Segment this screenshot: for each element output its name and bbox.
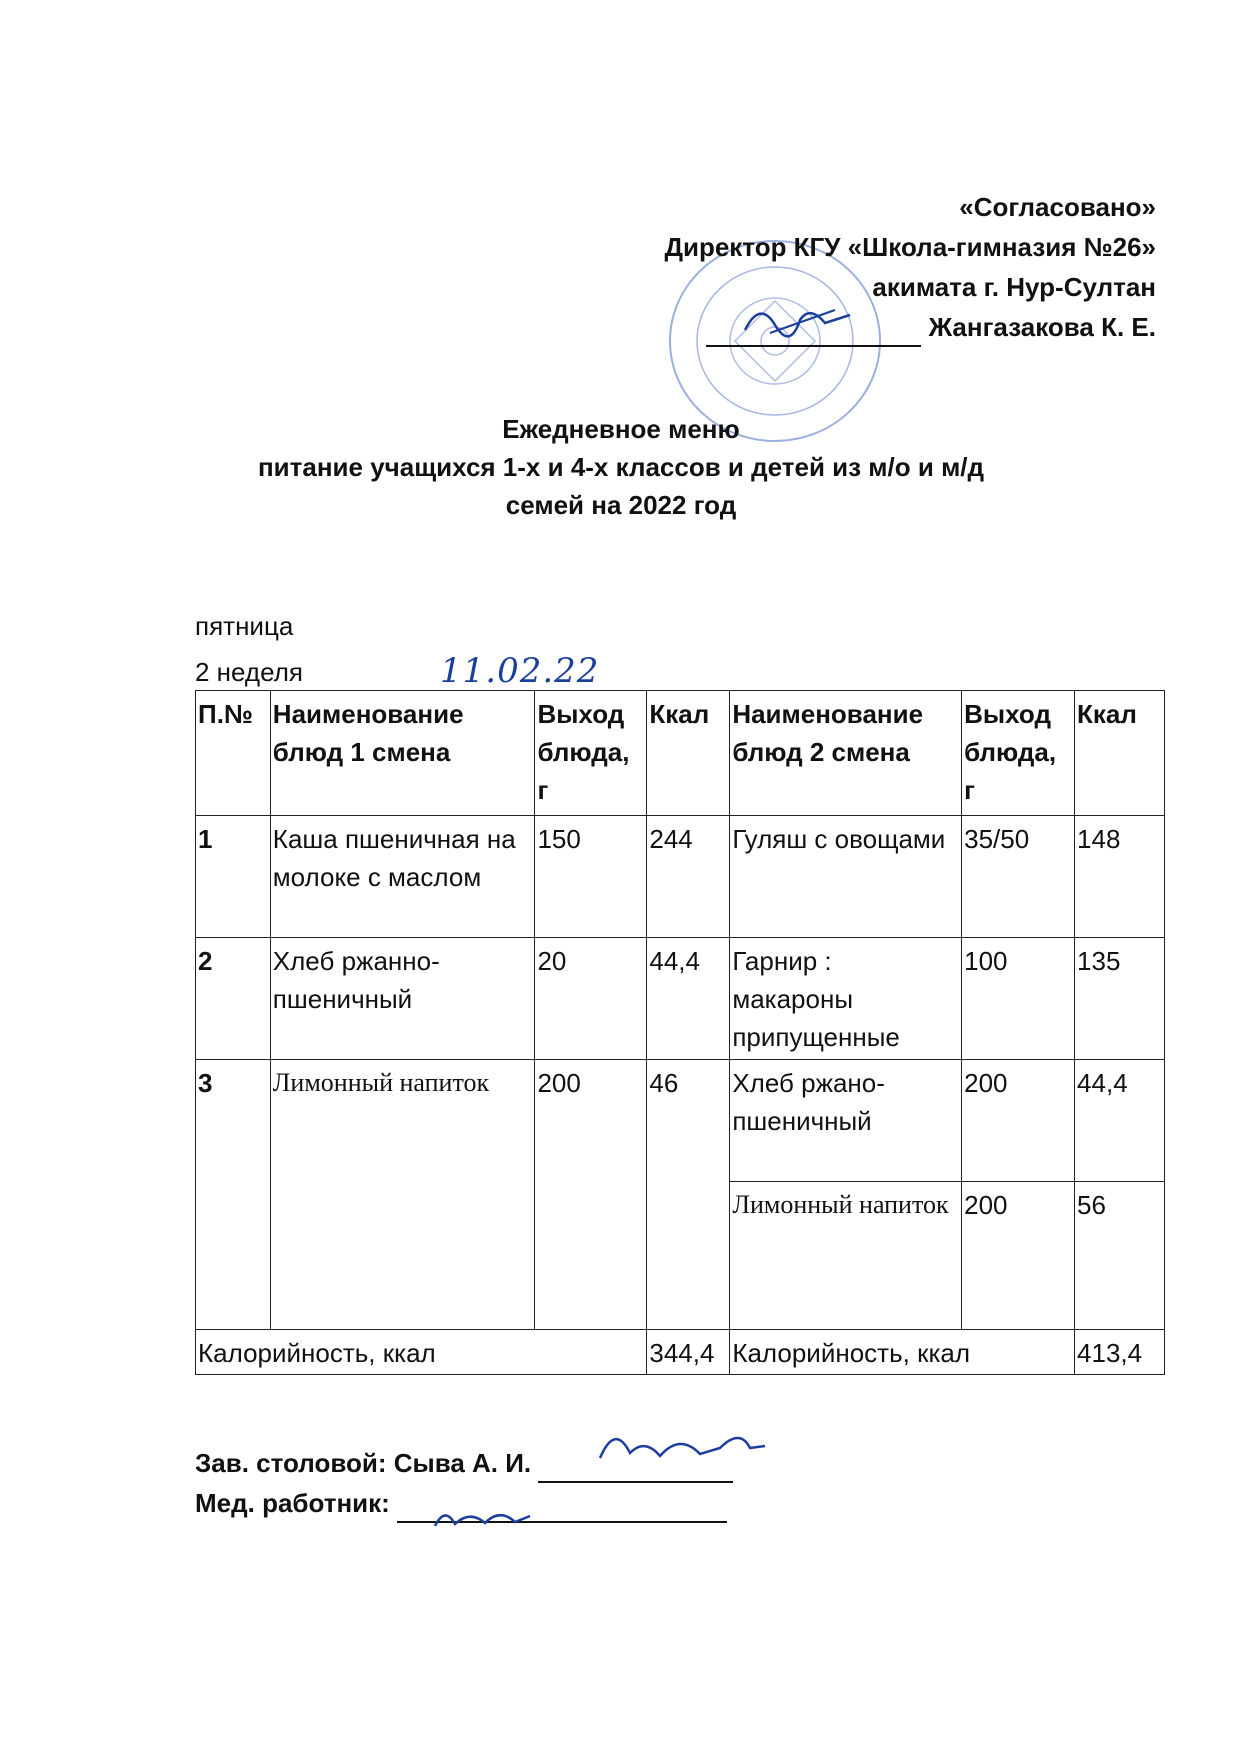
- dish-2: Гарнир : макароны припущенные: [730, 938, 962, 1060]
- table-row: [196, 816, 1165, 938]
- document-title: [0, 410, 1242, 524]
- kcal-1: 46: [647, 1060, 730, 1330]
- director-name: Жангазакова К. Е.: [928, 312, 1156, 342]
- canteen-signature: [590, 1418, 770, 1478]
- dish-1: Хлеб ржанно-пшеничный: [270, 938, 535, 1060]
- total-value-1: 344,4: [647, 1330, 730, 1375]
- weekday: пятница: [195, 611, 294, 641]
- header-kcal-2: Ккал: [1075, 691, 1165, 816]
- dish-2: Гуляш с овощами: [730, 816, 962, 938]
- director-title: Директор КГУ «Школа-гимназия №26»: [664, 232, 1156, 262]
- canteen-head: Зав. столовой: Сыва А. И.: [195, 1448, 532, 1478]
- table-row: [196, 1060, 1165, 1182]
- menu-table: [195, 690, 1165, 1375]
- title-line-1: Ежедневное меню: [502, 414, 740, 444]
- output-2: 35/50: [962, 816, 1075, 938]
- header-num: П.№: [196, 691, 271, 816]
- total-value-2: 413,4: [1075, 1330, 1165, 1375]
- approval-title: «Согласовано»: [959, 192, 1156, 222]
- title-line-3: семей на 2022 год: [505, 490, 737, 520]
- output-1: 200: [535, 1060, 647, 1330]
- row-num: 1: [196, 816, 271, 938]
- header-output-1: Выход блюда, г: [535, 691, 647, 816]
- dish-2: Лимонный напиток: [730, 1182, 962, 1330]
- table-header-row: [196, 691, 1165, 816]
- header-output-2: Выход блюда, г: [962, 691, 1075, 816]
- medic-signature: [430, 1498, 540, 1538]
- medic: Мед. работник:: [195, 1488, 390, 1518]
- kcal-1: 44,4: [647, 938, 730, 1060]
- kcal-2: 56: [1075, 1182, 1165, 1330]
- director-name-line: [664, 307, 1156, 347]
- output-2: 100: [962, 938, 1075, 1060]
- total-label-1: Калорийность, ккал: [196, 1330, 647, 1375]
- title-line-2: питание учащихся 1-х и 4-х классов и детей из м/о и м/д: [257, 452, 985, 482]
- handwritten-date: 11.02.22: [440, 651, 600, 691]
- approval-block: [664, 187, 1156, 347]
- dish-1: Лимонный напиток: [270, 1060, 535, 1330]
- kcal-2: 148: [1075, 816, 1165, 938]
- output-1: 150: [535, 816, 647, 938]
- output-2: 200: [962, 1182, 1075, 1330]
- total-label-2: Калорийность, ккал: [730, 1330, 1075, 1375]
- header-dish-2: Наименование блюд 2 смена: [730, 691, 962, 816]
- dish-1: Каша пшеничная на молоке с маслом: [270, 816, 535, 938]
- totals-row: [196, 1330, 1165, 1375]
- director-akimat: акимата г. Нур-Султан: [872, 272, 1156, 302]
- signature-line: [706, 317, 921, 347]
- output-1: 20: [535, 938, 647, 1060]
- header-dish-1: Наименование блюд 1 смена: [270, 691, 535, 816]
- week-number: 2 неделя: [195, 657, 303, 687]
- table-row: [196, 938, 1165, 1060]
- kcal-1: 244: [647, 816, 730, 938]
- kcal-2: 44,4: [1075, 1060, 1165, 1182]
- dish-2: Хлеб ржано-пшеничный: [730, 1060, 962, 1182]
- row-num: 3: [196, 1060, 271, 1330]
- header-kcal-1: Ккал: [647, 691, 730, 816]
- kcal-2: 135: [1075, 938, 1165, 1060]
- output-2: 200: [962, 1060, 1075, 1182]
- row-num: 2: [196, 938, 271, 1060]
